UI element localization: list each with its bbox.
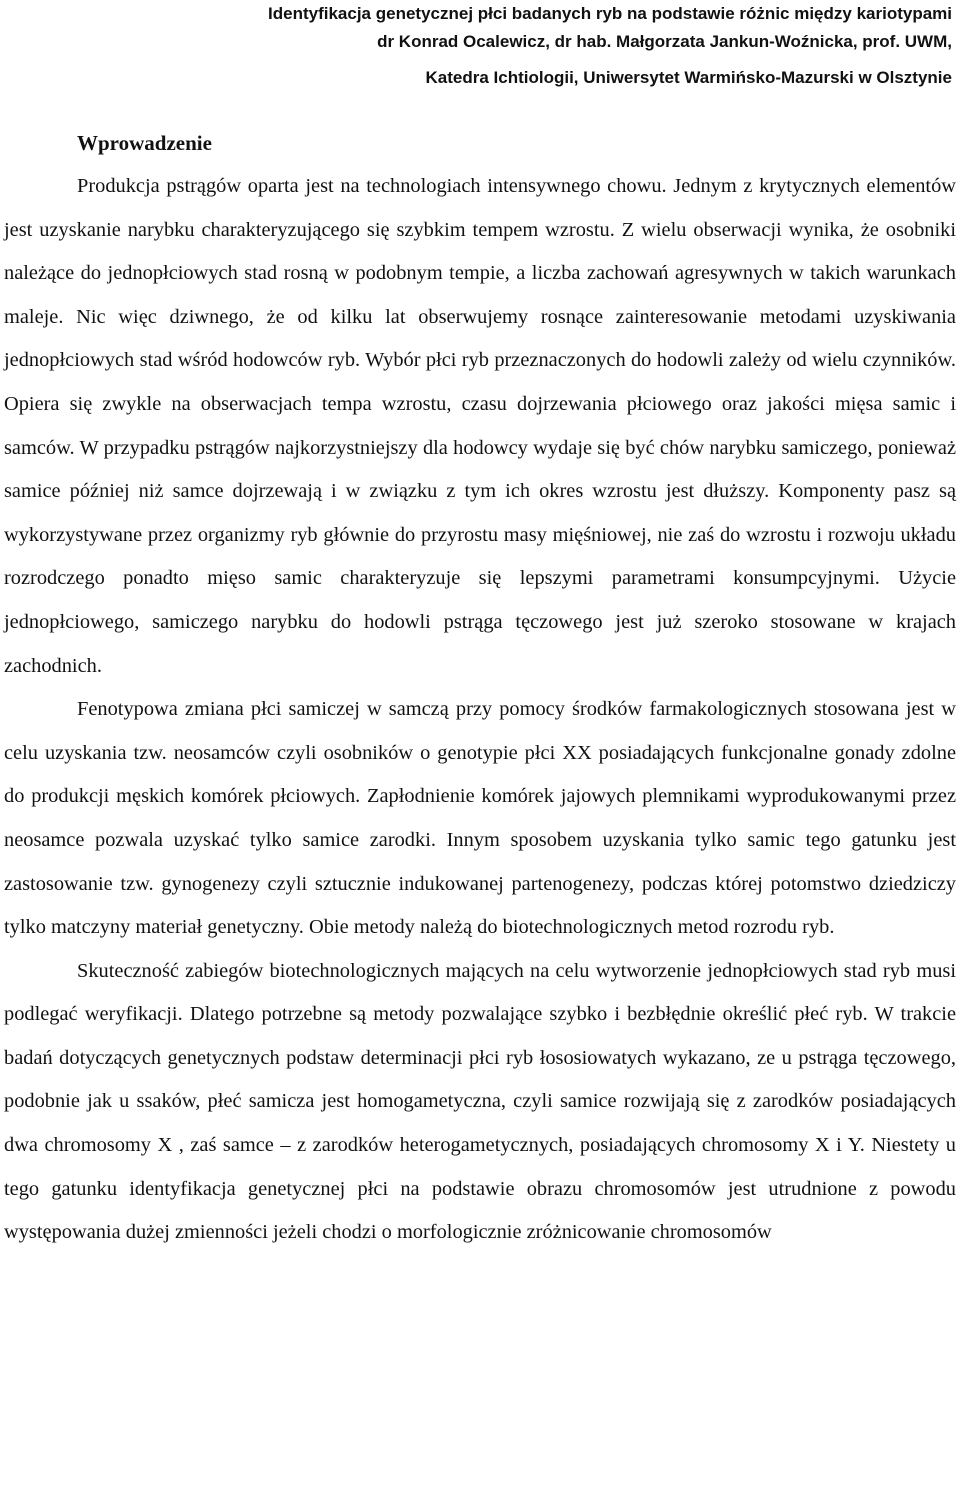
document-authors: dr Konrad Ocalewicz, dr hab. Małgorzata Jankun-Woźnicka, prof. UWM, xyxy=(377,32,952,51)
document-title: Identyfikacja genetycznej płci badanych ryb na podstawie różnic między kariotypami xyxy=(268,4,952,23)
paragraph: Fenotypowa zmiana płci samiczej w samczą przy pomocy środków farmakologicznych stosowana jest w celu uzyskania tzw. neosamców czyli osobników o genotypie płci XX posiadających funkcjonalne gonady zdolne do produkcji męskich komórek płciowych. Zapłodnienie komórek jajowych plemnikami wyprodukowanymi przez neosamce pozwala uzyskać tylko samice zarodki. Innym sposobem uzyskania tylko samic tego gatunku jest zastosowanie tzw. gynogenezy czyli sztucznie indukowanej partenogenezy, podczas której potomstwo dziedziczy tylko matczyny materiał genetyczny. Obie metody należą do biotechnologicznych metod rozrodu ryb. xyxy=(4,698,956,939)
body-text xyxy=(4,165,956,1255)
document-affiliation: Katedra Ichtiologii, Uniwersytet Warmińsko-Mazurski w Olsztynie xyxy=(425,68,952,87)
paragraph: Skuteczność zabiegów biotechnologicznych mających na celu wytworzenie jednopłciowych stad ryb musi podlegać weryfikacji. Dlatego potrzebne są metody pozwalające szybko i bezbłędnie określić płeć ryb. W trakcie badań dotyczących genetycznych podstaw determinacji płci ryb łososiowatych wykazano, ze u pstrąga tęczowego, podobnie jak u ssaków, płeć samicza jest homogametyczna, czyli samice rozwijają się z zarodków posiadających dwa chromosomy X , zaś samce – z zarodków heterogametycznych, posiadających chromosomy X i Y. Niestety u tego gatunku identyfikacja genetycznej płci na podstawie obrazu chromosomów jest utrudnione z powodu występowania dużej zmienności jeżeli chodzi o morfologicznie zróżnicowanie chromosomów xyxy=(4,959,956,1244)
section-heading: Wprowadzenie xyxy=(77,131,212,155)
document-header xyxy=(2,0,952,92)
paragraph: Produkcja pstrągów oparta jest na technologiach intensywnego chowu. Jednym z krytycznych elementów jest uzyskanie narybku charakteryzującego się szybkim tempem wzrostu. Z wielu obserwacji wynika, że osobniki należące do jednopłciowych stad rosną w podobnym tempie, a liczba zachowań agresywnych w takich warunkach maleje. Nic więc dziwnego, że od kilku lat obserwujemy rosnące zainteresowanie metodami uzyskiwania jednopłciowych stad wśród hodowców ryb. Wybór płci ryb przeznaczonych do hodowli zależy od wielu czynników. Opiera się zwykle na obserwacjach tempa wzrostu, czasu dojrzewania płciowego oraz jakości mięsa samic i samców. W przypadku pstrągów najkorzystniejszy dla hodowcy wydaje się być chów narybku samiczego, ponieważ samice później niż samce dojrzewają i w związku z tym ich okres wzrostu jest dłuższy. Komponenty pasz są wykorzystywane przez organizmy ryb głównie do przyrostu masy mięśniowej, nie zaś do wzrostu i rozwoju układu rozrodczego ponadto mięso samic charakteryzuje się lepszymi parametrami konsumpcyjnymi. Użycie jednopłciowego, samiczego narybku do hodowli pstrąga tęczowego jest już szeroko stosowane w krajach zachodnich. xyxy=(4,175,956,677)
